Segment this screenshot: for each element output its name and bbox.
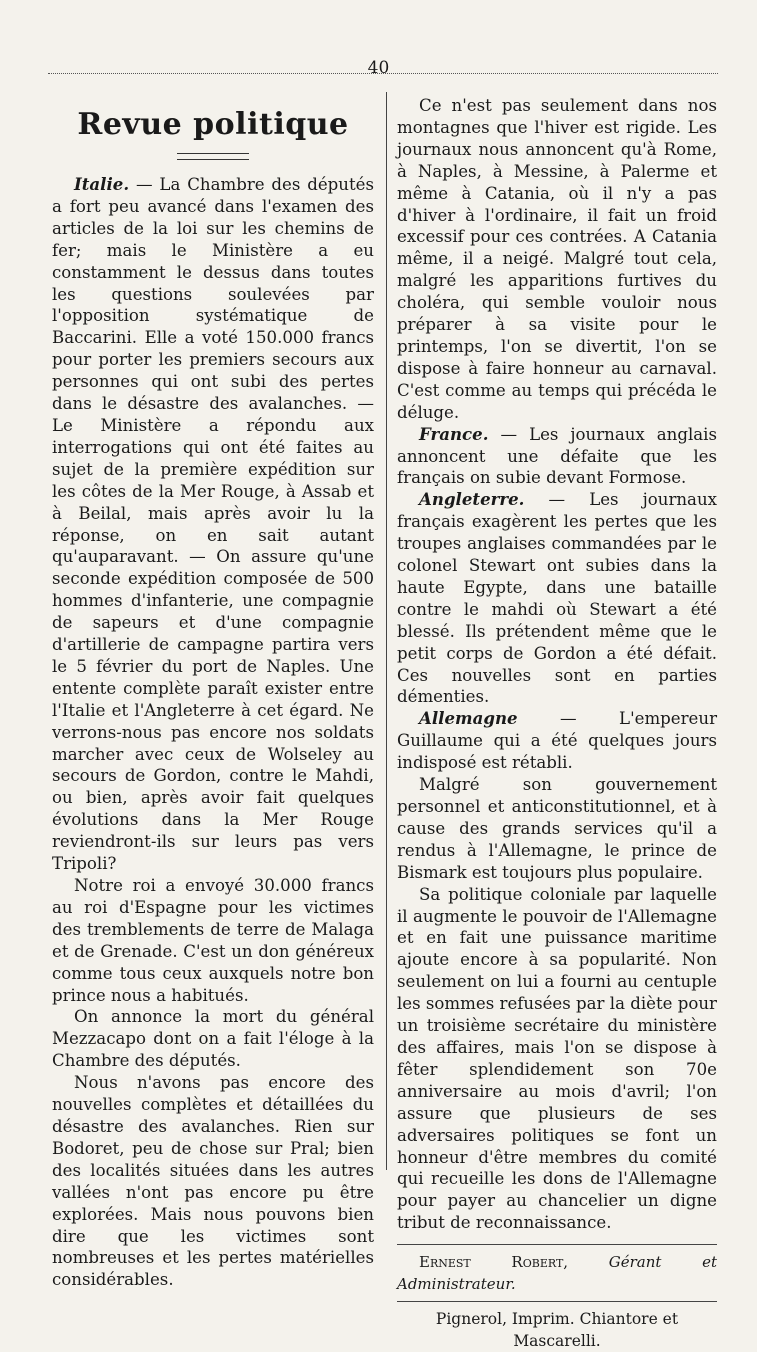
- right-column: [397, 95, 717, 1352]
- paragraph-hiver: [397, 95, 717, 424]
- paragraph-text: Sa politique coloniale par laquelle il augmente le pouvoir de l'Allemagne et en fait une puissance maritime ajoute encore à sa popularité. Non seulement on lui a fourni au centuple les sommes refusées par la diète pour un troisième secrétaire du ministère des affaires, mais l'on se dispose à fêter splendidement son 70e anniversaire au mois d'avril; l'on assure que plusieurs de ses adversaires politiques se font un honneur d'être membres du comité qui recueille les dons de l'Allemagne pour payer au chancelier un digne tribut de reconnaissance.: [397, 884, 717, 1233]
- page-number: 40: [367, 58, 390, 78]
- paragraph-roi: [52, 875, 374, 1006]
- paragraph-bismark: [397, 774, 717, 884]
- heading-italie: Italie.: [74, 174, 130, 194]
- paragraph-text: Nous n'avons pas encore des nouvelles complètes et détaillées du désastre des avalanches. Rien sur Bodoret, peu de chose sur Pral; bien des localités situées dans les autres vallées n'ont pas encore pu être explorées. Mais nous pouvons bien dire que les victimes sont nombreuses et les pertes matérielles considérables.: [52, 1073, 374, 1290]
- heading-france: France.: [419, 423, 489, 444]
- imprint: Pignerol, Imprim. Chiantore et Mascarelli.: [435, 1310, 679, 1351]
- signature-rule: [397, 1244, 717, 1245]
- paragraph-text: — Les journaux anglais annoncent une défaite que les français on subie devant Formose.: [397, 424, 717, 488]
- paragraph-text: — Les journaux français exagèrent les pertes que les troupes anglaises commandées par le colonel Stewart ont subies dans la haute Egypte, dans une bataille contre le mahdi où Stewart a été blessé. Ils prétendent même que le petit corps de Gordon a été défait. Ces nouvelles sont en parties démenties.: [397, 490, 717, 707]
- paragraph-politique-coloniale: [397, 884, 717, 1235]
- header-rule: [48, 73, 718, 74]
- signature-name: Ernest Robert,: [419, 1253, 569, 1272]
- heading-allemagne: Allemagne: [419, 708, 518, 729]
- imprint-rule: [397, 1301, 717, 1302]
- paragraph-text: On annonce la mort du général Mezzacapo dont on a fait l'éloge à la Chambre des députés.: [52, 1007, 374, 1071]
- signature: [397, 1251, 717, 1295]
- paragraph-text: Ce n'est pas seulement dans nos montagnes que l'hiver est rigide. Les journaux nous annoncent qu'à Rome, à Naples, à Messine, à Palerme et même à Catania, où il n'y a pas d'hiver à l'ordinaire, il fait un froid excessif pour ces contrées. A Catania même, il a neigé. Malgré tout cela, malgré les apparitions furtives du choléra, qui semble vouloir nous préparer à sa visite pour le printemps, l'on se divertit, l'on se dispose à faire honneur au carnaval. C'est comme au temps qui précéda le déluge.: [397, 96, 717, 422]
- paragraph-text: — L'empereur Guillaume qui a été quelques jours indisposé est rétabli.: [397, 709, 717, 773]
- paragraph-italie: [52, 174, 374, 875]
- paragraph-avalanches: [52, 1072, 374, 1291]
- signature-role: Gérant et Administrateur.: [397, 1253, 717, 1294]
- paragraph-text: Notre roi a envoyé 30.000 francs au roi d'Espagne pour les victimes des tremblements de terre de Malaga et de Grenade. C'est un don généreux comme tous ceux auxquels notre bon prince nous a habitués.: [52, 876, 374, 1005]
- title-rule: [177, 153, 249, 160]
- heading-angleterre: Angleterre.: [419, 489, 525, 510]
- paragraph-text: — La Chambre des députés a fort peu avancé dans l'examen des articles de la loi sur les chemins de fer; mais le Ministère a eu constamment le dessus dans toutes les questions soulevées par l'opposition systématique de Baccarini. Elle a voté 150.000 francs pour porter les premiers secours aux personnes qui ont subi des pertes dans le désastre des avalanches. — Le Ministère a répondu aux interrogations qui ont été faites au sujet de la première expédition sur les côtes de la Mer Rouge, à Assab et à Beilal, mais après avoir lu la réponse, on en sait autant qu'auparavant. — On assure qu'une seconde expédition composée de 500 hommes d'infanterie, une compagnie de sapeurs et d'une compagnie d'artillerie de campagne partira vers le 5 février du port de Naples. Une entente complète paraît exister entre l'Italie et l'Angleterre à cet égard. Ne verrons-nous pas encore nos soldats marcher avec ceux de Wolseley au secours de Gordon, contre le Mahdi, ou bien, après avoir fait quelques évolutions dans la Mer Rouge reviendront-ils sur leurs pas vers Tripoli?: [52, 175, 374, 874]
- paragraph-angleterre: [397, 489, 717, 708]
- left-column: [52, 95, 374, 1291]
- section-title: Revue politique: [77, 107, 349, 142]
- paragraph-text: Malgré son gouvernement personnel et anticonstitutionnel, et à cause des grands services qu'il a rendus à l'Allemagne, le prince de Bismark est toujours plus populaire.: [397, 775, 717, 882]
- paragraph-allemagne: [397, 708, 717, 774]
- column-divider: [386, 92, 387, 1170]
- paragraph-mezzacapo: [52, 1006, 374, 1072]
- paragraph-france: [397, 424, 717, 490]
